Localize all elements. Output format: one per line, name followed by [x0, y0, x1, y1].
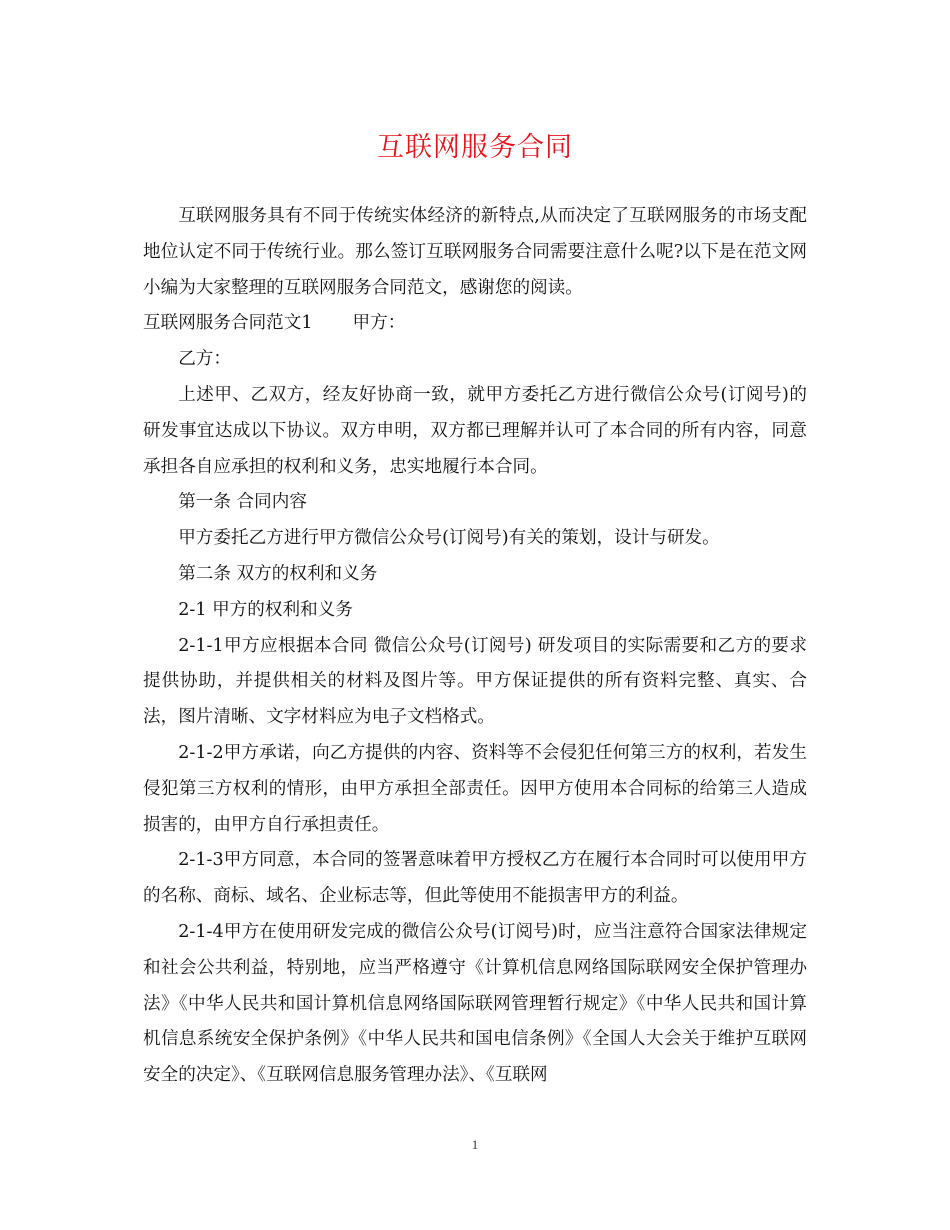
sample-heading: 互联网服务合同范文1 — [143, 313, 313, 334]
article-1-content: 甲方委托乙方进行甲方微信公众号(订阅号)有关的策划，设计与研发。 — [178, 528, 720, 549]
agreement-paragraph: 上述甲、乙双方，经友好协商一致，就甲方委托乙方进行微信公众号(订阅号)的研发事宜达成以下协议。双方申明，双方都已理解并认可了本合同的所有内容，同意承担各自应承担的权利和义务，忠实地履行本合同。 — [143, 384, 807, 477]
sample-heading-line — [143, 306, 807, 342]
party-a-label: 甲方： — [352, 313, 406, 334]
clause-2-1-3: 2-1-3甲方同意，本合同的签署意味着甲方授权乙方在履行本合同时可以使用甲方的名称、商标、域名、企业标志等，但此等使用不能损害甲方的利益。 — [143, 850, 807, 907]
clause-2-1-1: 2-1-1甲方应根据本合同 微信公众号(订阅号) 研发项目的实际需要和乙方的要求提供协助，并提供相关的材料及图片等。甲方保证提供的所有资料完整、真实、合法，图片清晰、文字材料应为电子文档格式。 — [143, 635, 807, 728]
intro-paragraph: 互联网服务具有不同于传统实体经济的新特点,从而决定了互联网服务的市场支配地位认定不同于传统行业。那么签订互联网服务合同需要注意什么呢?以下是在范文网小编为大家整理的互联网服务合同范文，感谢您的阅读。 — [143, 206, 807, 298]
article-1-heading: 第一条 合同内容 — [178, 492, 307, 513]
article-2-heading: 第二条 双方的权利和义务 — [178, 563, 378, 584]
clause-2-1-4: 2-1-4甲方在使用研发完成的微信公众号(订阅号)时，应当注意符合国家法律规定和社会公共利益，特别地，应当严格遵守《计算机信息网络国际联网安全保护管理办法》《中华人民共和国计算机信息网络国际联网管理暂行规定》《中华人民共和国计算机信息系统安全保护条例》《中华人民共和国电信条例》《全国人大会关于维护互联网安全的决定》、《互联网信息服务管理办法》、《互联网 — [143, 921, 807, 1086]
clause-2-1-heading: 2-1 甲方的权利和义务 — [178, 599, 353, 620]
document-title: 互联网服务合同 — [377, 132, 573, 163]
party-b-label: 乙方： — [178, 349, 231, 370]
document-body — [143, 199, 807, 1094]
clause-2-1-2: 2-1-2甲方承诺，向乙方提供的内容、资料等不会侵犯任何第三方的权利，若发生侵犯第三方权利的情形，由甲方承担全部责任。因甲方使用本合同标的给第三人造成损害的，由甲方自行承担责任。 — [143, 742, 807, 835]
page-number: 1 — [471, 1137, 479, 1152]
